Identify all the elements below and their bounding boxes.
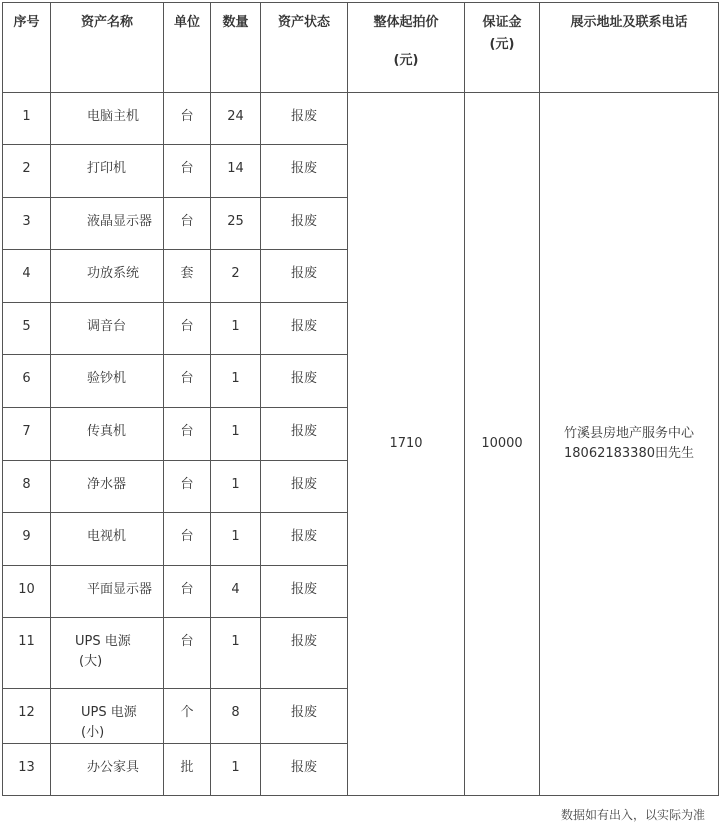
row-unit: 台: [164, 303, 211, 355]
row-name: 净水器: [51, 461, 164, 513]
header-status: 资产状态: [261, 3, 348, 93]
row-qty: 1: [211, 513, 261, 566]
row-qty: 24: [211, 93, 261, 145]
row-unit: 套: [164, 250, 211, 303]
table-row: [3, 93, 719, 145]
row-unit: 台: [164, 93, 211, 145]
row-index: 11: [3, 618, 51, 689]
row-unit: 台: [164, 408, 211, 461]
row-unit: 台: [164, 618, 211, 689]
row-unit: 台: [164, 513, 211, 566]
row-name: 打印机: [51, 145, 164, 198]
header-row: [3, 3, 719, 93]
row-name: 传真机: [51, 408, 164, 461]
row-index: 8: [3, 461, 51, 513]
deposit: 10000: [465, 93, 540, 796]
row-status: 报废: [261, 461, 348, 513]
row-name: 液晶显示器: [51, 198, 164, 250]
contact-info: [540, 93, 719, 796]
row-status: 报废: [261, 250, 348, 303]
row-status: 报废: [261, 618, 348, 689]
row-index: 6: [3, 355, 51, 408]
row-index: 9: [3, 513, 51, 566]
asset-table: [2, 2, 719, 796]
header-unit: 单位: [164, 3, 211, 93]
row-name: 验钞机: [51, 355, 164, 408]
row-status: 报废: [261, 566, 348, 618]
header-name: 资产名称: [51, 3, 164, 93]
row-unit: 批: [164, 744, 211, 796]
row-qty: 1: [211, 618, 261, 689]
row-qty: 1: [211, 355, 261, 408]
row-index: 13: [3, 744, 51, 796]
header-deposit: 保证金 (元): [465, 3, 540, 93]
row-status: 报废: [261, 513, 348, 566]
contact-address: 竹溪县房地产服务中心: [563, 426, 694, 441]
header-contact: 展示地址及联系电话: [540, 3, 719, 93]
row-qty: 1: [211, 408, 261, 461]
row-index: 1: [3, 93, 51, 145]
row-name-line2: (大): [79, 654, 103, 669]
row-unit: 台: [164, 145, 211, 198]
row-status: 报废: [261, 408, 348, 461]
header-index: 序号: [3, 3, 51, 93]
row-qty: 1: [211, 461, 261, 513]
row-index: 12: [3, 689, 51, 744]
row-index: 4: [3, 250, 51, 303]
row-qty: 14: [211, 145, 261, 198]
row-qty: 1: [211, 303, 261, 355]
row-index: 2: [3, 145, 51, 198]
row-name: 平面显示器: [51, 566, 164, 618]
row-status: 报废: [261, 355, 348, 408]
row-unit: 个: [164, 689, 211, 744]
row-name: 调音台: [51, 303, 164, 355]
row-name: 电视机: [51, 513, 164, 566]
row-status: 报废: [261, 93, 348, 145]
header-price: 整体起拍价 (元): [348, 3, 465, 93]
row-name: 办公家具: [51, 744, 164, 796]
row-name: 电脑主机: [51, 93, 164, 145]
row-status: 报废: [261, 303, 348, 355]
row-name: UPS 电源(小): [51, 689, 164, 744]
row-unit: 台: [164, 198, 211, 250]
disclaimer-note: 数据如有出入，以实际为准: [560, 808, 705, 822]
row-qty: 4: [211, 566, 261, 618]
row-qty: 25: [211, 198, 261, 250]
row-unit: 台: [164, 461, 211, 513]
contact-phone: 18062183380田先生: [564, 446, 694, 461]
row-qty: 8: [211, 689, 261, 744]
row-status: 报废: [261, 198, 348, 250]
row-qty: 1: [211, 744, 261, 796]
row-status: 报废: [261, 744, 348, 796]
row-index: 5: [3, 303, 51, 355]
row-index: 10: [3, 566, 51, 618]
row-qty: 2: [211, 250, 261, 303]
row-name: 功放系统: [51, 250, 164, 303]
row-unit: 台: [164, 355, 211, 408]
row-name: [51, 618, 164, 689]
row-index: 3: [3, 198, 51, 250]
row-index: 7: [3, 408, 51, 461]
starting-price: 1710: [348, 93, 465, 796]
row-status: 报废: [261, 689, 348, 744]
row-status: 报废: [261, 145, 348, 198]
row-unit: 台: [164, 566, 211, 618]
row-name-line1: UPS 电源: [75, 634, 131, 649]
header-qty: 数量: [211, 3, 261, 93]
